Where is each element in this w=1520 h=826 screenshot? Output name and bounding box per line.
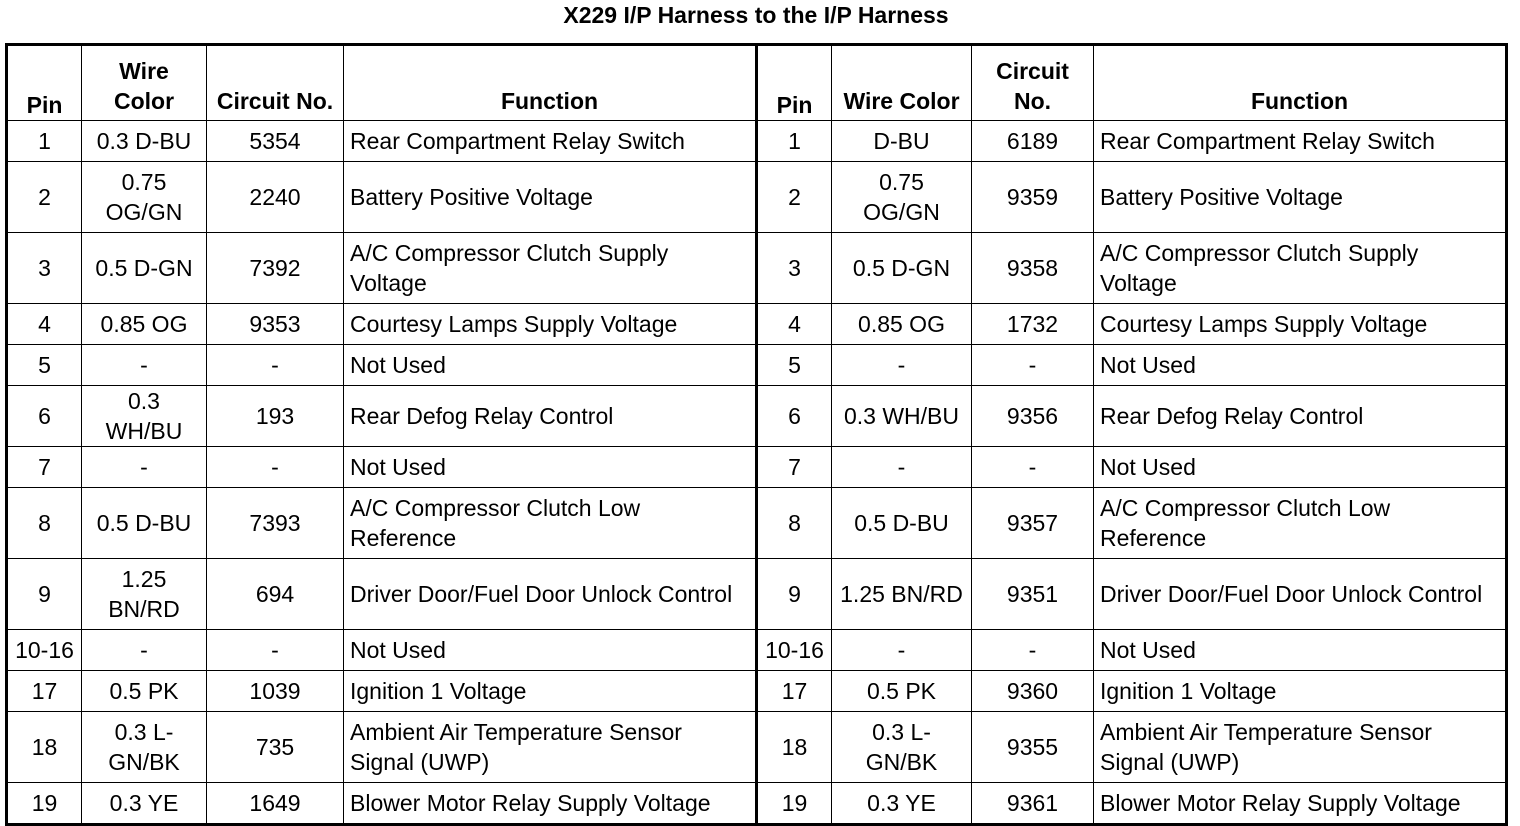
wire-color-cell: 0.85 OG <box>832 304 972 345</box>
circuit-cell: - <box>207 345 344 386</box>
pin-cell: 17 <box>757 671 832 712</box>
table-row <box>7 386 1507 447</box>
pin-cell: 9 <box>757 559 832 630</box>
wire-color-header: Wire Color <box>832 45 972 121</box>
pin-header: Pin <box>757 45 832 121</box>
function-cell: A/C Compressor Clutch Supply Voltage <box>1094 233 1507 304</box>
function-cell: Not Used <box>1094 447 1507 488</box>
pin-cell: 7 <box>757 447 832 488</box>
circuit-cell: 9356 <box>972 386 1094 447</box>
function-cell: Blower Motor Relay Supply Voltage <box>344 783 757 825</box>
function-header: Function <box>344 45 757 121</box>
function-cell: Rear Defog Relay Control <box>344 386 757 447</box>
function-cell: Rear Compartment Relay Switch <box>344 121 757 162</box>
circuit-cell: 7392 <box>207 233 344 304</box>
wire-color-cell: 0.3 WH/BU <box>832 386 972 447</box>
pin-cell: 2 <box>7 162 82 233</box>
circuit-cell: 1732 <box>972 304 1094 345</box>
function-cell: Ignition 1 Voltage <box>344 671 757 712</box>
circuit-cell: - <box>972 447 1094 488</box>
table-row <box>7 447 1507 488</box>
pin-cell: 3 <box>7 233 82 304</box>
header-row <box>7 45 1507 121</box>
circuit-cell: 2240 <box>207 162 344 233</box>
circuit-cell: 193 <box>207 386 344 447</box>
wire-color-cell: 1.25 BN/RD <box>82 559 207 630</box>
pin-cell: 4 <box>7 304 82 345</box>
function-cell: A/C Compressor Clutch Supply Voltage <box>344 233 757 304</box>
table-row <box>7 671 1507 712</box>
table-row <box>7 559 1507 630</box>
function-cell: Ambient Air Temperature Sensor Signal (UWP) <box>1094 712 1507 783</box>
pin-cell: 18 <box>757 712 832 783</box>
wire-color-cell: 0.5 D-BU <box>832 488 972 559</box>
function-cell: Courtesy Lamps Supply Voltage <box>1094 304 1507 345</box>
circuit-cell: - <box>207 630 344 671</box>
function-cell: Not Used <box>1094 630 1507 671</box>
wire-color-cell: 0.75 OG/GN <box>82 162 207 233</box>
pin-cell: 4 <box>757 304 832 345</box>
pin-cell: 1 <box>7 121 82 162</box>
table-row <box>7 783 1507 825</box>
wire-color-cell: 0.5 PK <box>82 671 207 712</box>
pin-header: Pin <box>7 45 82 121</box>
table-row <box>7 630 1507 671</box>
wire-color-header: Wire Color <box>82 45 207 121</box>
pin-cell: 7 <box>7 447 82 488</box>
wire-color-cell: 0.5 PK <box>832 671 972 712</box>
circuit-cell: 1039 <box>207 671 344 712</box>
function-cell: Rear Compartment Relay Switch <box>1094 121 1507 162</box>
circuit-cell: 1649 <box>207 783 344 825</box>
wire-color-cell: 0.75 OG/GN <box>832 162 972 233</box>
wire-color-cell: 0.3 D-BU <box>82 121 207 162</box>
circuit-cell: 9351 <box>972 559 1094 630</box>
function-cell: Battery Positive Voltage <box>344 162 757 233</box>
wire-color-cell: - <box>832 630 972 671</box>
page-title: X229 I/P Harness to the I/P Harness <box>563 2 949 28</box>
pin-cell: 5 <box>7 345 82 386</box>
circuit-cell: 9361 <box>972 783 1094 825</box>
function-cell: A/C Compressor Clutch Low Reference <box>1094 488 1507 559</box>
table-row <box>7 233 1507 304</box>
wire-color-cell: - <box>82 630 207 671</box>
function-cell: Not Used <box>344 345 757 386</box>
circuit-cell: 9357 <box>972 488 1094 559</box>
pin-cell: 9 <box>7 559 82 630</box>
pinout-table <box>5 43 1508 826</box>
table-row <box>7 488 1507 559</box>
pin-cell: 10-16 <box>7 630 82 671</box>
pin-cell: 2 <box>757 162 832 233</box>
wire-color-cell: 0.5 D-BU <box>82 488 207 559</box>
pin-cell: 1 <box>757 121 832 162</box>
circuit-cell: - <box>207 447 344 488</box>
function-cell: Battery Positive Voltage <box>1094 162 1507 233</box>
circuit-cell: 9353 <box>207 304 344 345</box>
table-row <box>7 304 1507 345</box>
wire-color-cell: - <box>832 447 972 488</box>
pin-cell: 18 <box>7 712 82 783</box>
pin-cell: 8 <box>757 488 832 559</box>
function-cell: Driver Door/Fuel Door Unlock Control <box>1094 559 1507 630</box>
pin-cell: 8 <box>7 488 82 559</box>
wire-color-cell: 0.3 L-GN/BK <box>832 712 972 783</box>
wire-color-cell: D-BU <box>832 121 972 162</box>
function-cell: Not Used <box>344 447 757 488</box>
function-cell: Not Used <box>344 630 757 671</box>
circuit-cell: 7393 <box>207 488 344 559</box>
wire-color-cell: - <box>832 345 972 386</box>
wire-color-cell: 0.3 L-GN/BK <box>82 712 207 783</box>
pin-cell: 10-16 <box>757 630 832 671</box>
table-row <box>7 712 1507 783</box>
pin-cell: 6 <box>7 386 82 447</box>
function-cell: Rear Defog Relay Control <box>1094 386 1507 447</box>
pin-cell: 19 <box>757 783 832 825</box>
circuit-no-header: Circuit No. <box>972 45 1094 121</box>
function-cell: Driver Door/Fuel Door Unlock Control <box>344 559 757 630</box>
wire-color-cell: 1.25 BN/RD <box>832 559 972 630</box>
wire-color-cell: 0.85 OG <box>82 304 207 345</box>
wire-color-cell: 0.5 D-GN <box>832 233 972 304</box>
wire-color-cell: 0.3 WH/BU <box>82 386 207 447</box>
wire-color-cell: 0.3 YE <box>832 783 972 825</box>
circuit-cell: 6189 <box>972 121 1094 162</box>
circuit-cell: 9355 <box>972 712 1094 783</box>
circuit-cell: 9360 <box>972 671 1094 712</box>
table-row <box>7 162 1507 233</box>
function-cell: Blower Motor Relay Supply Voltage <box>1094 783 1507 825</box>
circuit-cell: 694 <box>207 559 344 630</box>
circuit-cell: 9358 <box>972 233 1094 304</box>
pin-cell: 5 <box>757 345 832 386</box>
circuit-cell: - <box>972 630 1094 671</box>
function-cell: Ambient Air Temperature Sensor Signal (UWP) <box>344 712 757 783</box>
pin-cell: 6 <box>757 386 832 447</box>
circuit-cell: 735 <box>207 712 344 783</box>
pin-cell: 17 <box>7 671 82 712</box>
circuit-cell: - <box>972 345 1094 386</box>
wire-color-cell: 0.3 YE <box>82 783 207 825</box>
circuit-cell: 9359 <box>972 162 1094 233</box>
wire-color-cell: - <box>82 447 207 488</box>
table-row <box>7 345 1507 386</box>
pin-cell: 19 <box>7 783 82 825</box>
circuit-cell: 5354 <box>207 121 344 162</box>
table-row <box>7 121 1507 162</box>
wire-color-cell: - <box>82 345 207 386</box>
function-cell: Not Used <box>1094 345 1507 386</box>
pin-cell: 3 <box>757 233 832 304</box>
function-header: Function <box>1094 45 1507 121</box>
function-cell: Courtesy Lamps Supply Voltage <box>344 304 757 345</box>
function-cell: Ignition 1 Voltage <box>1094 671 1507 712</box>
wire-color-cell: 0.5 D-GN <box>82 233 207 304</box>
circuit-no-header: Circuit No. <box>207 45 344 121</box>
function-cell: A/C Compressor Clutch Low Reference <box>344 488 757 559</box>
